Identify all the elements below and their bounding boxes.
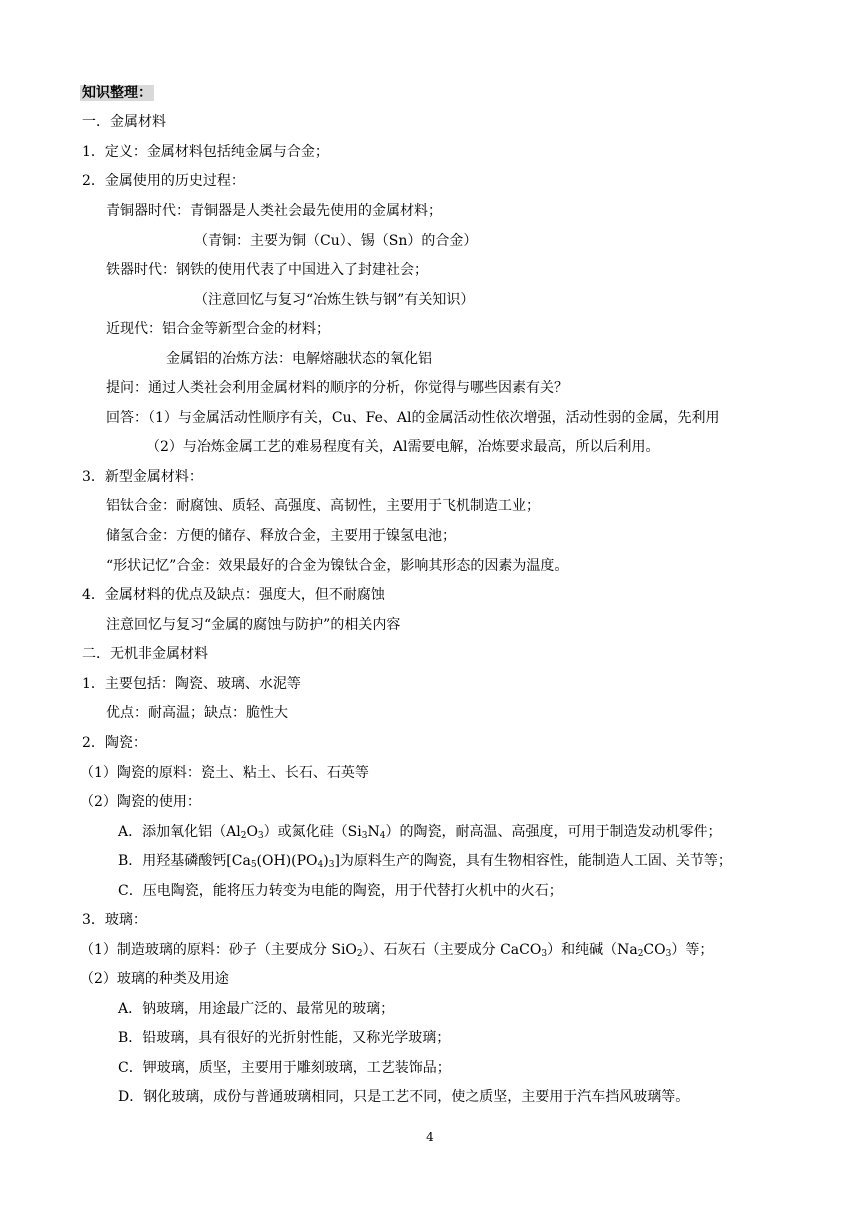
item-glass: 3．玻璃： bbox=[82, 912, 147, 928]
heading-text: 知识整理： bbox=[82, 85, 152, 101]
iron-note: （注意回忆与复习“冶炼生铁与钢”有关知识） bbox=[194, 292, 475, 308]
ceramic-b: B．用羟基磷酸钙$[Ca_5(OH)(PO_4)_3]$为原料生产的陶瓷，具有生物相容性，能制造人工固、关节等； bbox=[118, 853, 732, 870]
ceramic-raw: （1）陶瓷的原料：瓷土、粘土、长石、石英等 bbox=[80, 765, 369, 781]
item-ceramics: 2．陶瓷： bbox=[82, 735, 147, 751]
page-number: 4 bbox=[426, 1130, 434, 1144]
ceramic-use: （2）陶瓷的使用： bbox=[80, 794, 201, 810]
aluminum-smelting: 金属铝的冶炼方法：电解熔融状态的氧化铝 bbox=[166, 351, 432, 367]
inorganic-pros-cons: 优点：耐高温；缺点：脆性大 bbox=[106, 705, 288, 721]
item-new-metals: 3．新型金属材料： bbox=[82, 469, 203, 485]
alloy-shape-memory: “形状记忆”合金：效果最好的合金为镍钛合金，影响其形态的因素为温度。 bbox=[106, 558, 569, 574]
ceramic-c: C．压电陶瓷，能将压力转变为电能的陶瓷，用于代替打火机中的火石； bbox=[118, 883, 563, 899]
item-inorganic-main: 1．主要包括：陶瓷、玻璃、水泥等 bbox=[82, 676, 301, 692]
corrosion-note: 注意回忆与复习“金属的腐蚀与防护”的相关内容 bbox=[106, 617, 401, 633]
section-heading bbox=[82, 84, 154, 102]
glass-lead: B．铅玻璃，具有很好的光折射性能，又称光学玻璃； bbox=[118, 1030, 451, 1046]
answer-2: （2）与冶炼金属工艺的难易程度有关，Al需要电解，冶炼要求最高，所以后利用。 bbox=[146, 439, 660, 455]
modern-age: 近现代：铝合金等新型合金的材料； bbox=[106, 321, 330, 337]
glass-tempered: D．钢化玻璃，成份与普通玻璃相同，只是工艺不同，使之质坚，主要用于汽车挡风玻璃等。 bbox=[118, 1089, 690, 1105]
question: 提问：通过人类社会利用金属材料的顺序的分析，你觉得与哪些因素有关？ bbox=[106, 380, 568, 396]
section-2-title: 二．无机非金属材料 bbox=[82, 646, 208, 662]
item-history: 2．金属使用的历史过程： bbox=[82, 173, 245, 189]
item-definition: 1．定义：金属材料包括纯金属与合金； bbox=[82, 144, 329, 160]
ceramic-a: A．添加氧化铝$(Al_2O_3)$或氮化硅$(Si_3N_4)$的陶瓷，耐高温、高强度，可用于制造发动机零件； bbox=[118, 824, 722, 841]
alloy-al-ti: 铝钛合金：耐腐蚀、质轻、高强度、高韧性，主要用于飞机制造工业； bbox=[106, 498, 540, 514]
item-pros-cons: 4．金属材料的优点及缺点：强度大，但不耐腐蚀 bbox=[82, 587, 385, 603]
glass-potash: C．钾玻璃，质坚，主要用于雕刻玻璃，工艺装饰品； bbox=[118, 1060, 451, 1076]
iron-age: 铁器时代：钢铁的使用代表了中国进入了封建社会； bbox=[106, 262, 428, 278]
bronze-age: 青铜器时代：青铜器是人类社会最先使用的金属材料； bbox=[106, 203, 442, 219]
alloy-hydrogen: 储氢合金：方便的储存、释放合金，主要用于镍氢电池； bbox=[106, 528, 456, 544]
bronze-note: （青铜：主要为铜（Cu）、锡（Sn）的合金） bbox=[194, 233, 478, 249]
glass-raw: （1）制造玻璃的原料：砂子（主要成分 SiO$_2$）、石灰石（主要成分 CaCO$_3$）和纯碱$(Na_2CO_3)$等； bbox=[80, 942, 714, 959]
section-1-title: 一．金属材料 bbox=[82, 114, 166, 130]
answer-1: 回答：（1）与金属活动性顺序有关，Cu、Fe、Al的金属活动性依次增强，活动性弱的金属，先利用 bbox=[106, 410, 720, 426]
glass-types: （2）玻璃的种类及用途 bbox=[80, 971, 229, 987]
glass-soda: A．钠玻璃，用途最广泛的、最常见的玻璃； bbox=[118, 1001, 395, 1017]
